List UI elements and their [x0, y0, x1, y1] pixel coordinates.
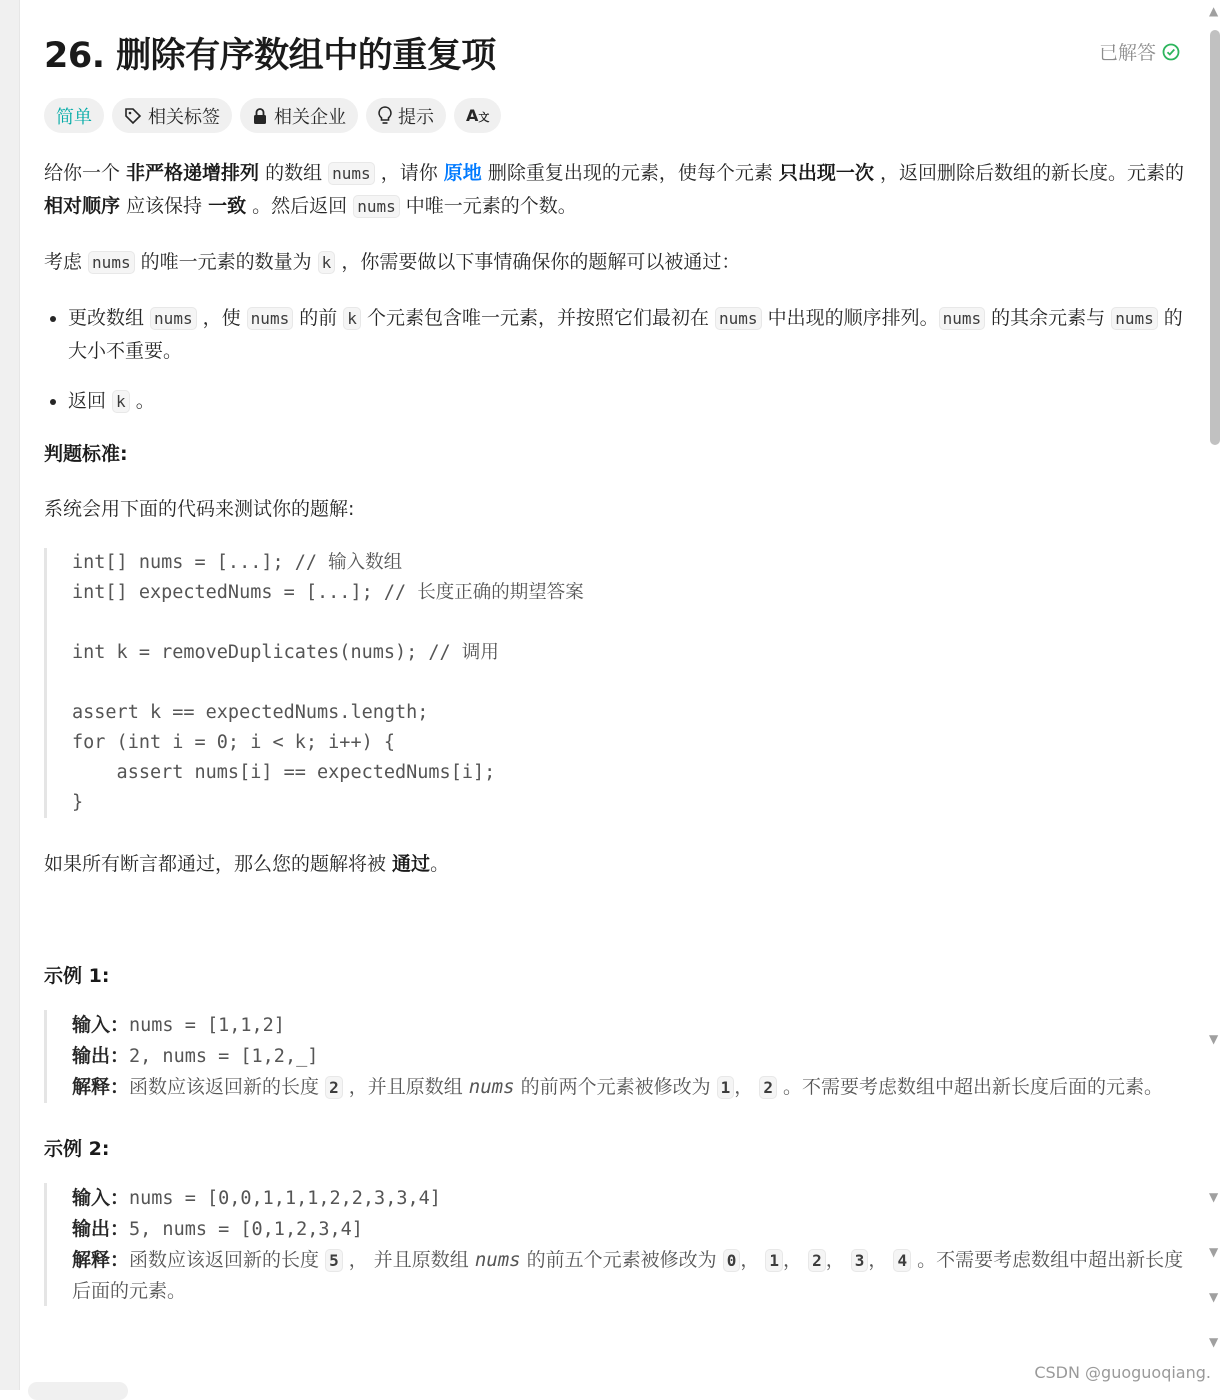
collapse-arrow-icon: ▼ — [1209, 1245, 1219, 1259]
scroll-down-icon[interactable]: ▼ — [1209, 1335, 1219, 1349]
related-tags-button[interactable] — [112, 98, 232, 133]
difficulty-badge[interactable] — [44, 98, 104, 133]
inline-code: 2 — [808, 1249, 826, 1272]
hint-label: 提示 — [398, 106, 434, 128]
requirement-paragraph — [44, 246, 1184, 279]
tag-icon — [124, 107, 142, 125]
text: ， 并且原数组 — [342, 1249, 475, 1271]
inline-code: 0 — [723, 1249, 741, 1272]
text: 更改数组 — [68, 307, 151, 329]
check-circle-icon — [1162, 43, 1180, 61]
text: 的前五个元素被修改为 — [520, 1249, 723, 1271]
scroll-up-icon[interactable]: ▲ — [1209, 4, 1219, 18]
inline-code: nums — [247, 307, 294, 330]
output-label: 输出： — [72, 1045, 130, 1067]
judge-code-block: int[] nums = [...]; // 输入数组 int[] expectedNums = [...]; // 长度正确的期望答案 int k = removeDuplicates(nums); // 调用 assert k == expectedNums.length; for (int i = 0; i < k; i++) { assert nums[i] == expectedNums[i]; } — [44, 548, 1184, 818]
scrollbar-thumb[interactable] — [1210, 30, 1220, 445]
related-companies-button[interactable] — [240, 98, 358, 133]
solved-label: 已解答 — [1098, 42, 1156, 64]
bold-text: 非严格递增排列 — [126, 162, 260, 184]
requirement-list — [68, 302, 1184, 418]
text: ， — [868, 1249, 894, 1271]
inline-code: 1 — [765, 1249, 783, 1272]
page-title: 26. 删除有序数组中的重复项 — [44, 36, 496, 76]
bold-text: 一致 — [208, 195, 247, 217]
lightbulb-icon — [378, 106, 392, 126]
inline-code: nums — [715, 307, 762, 330]
text: 中出现的顺序排列。 — [761, 307, 939, 329]
bottom-button-stub — [28, 1382, 128, 1400]
translate-button[interactable] — [454, 98, 501, 133]
text: 给你一个 — [44, 162, 127, 184]
judge-heading: 判题标准: — [44, 443, 128, 465]
example-title: 示例 1: — [44, 965, 110, 987]
explain-label: 解释： — [72, 1076, 130, 1098]
list-item — [68, 385, 1184, 418]
difficulty-label: 简单 — [56, 106, 92, 128]
hint-button[interactable] — [366, 98, 446, 133]
inline-code: nums — [939, 307, 986, 330]
text: ，使 — [196, 307, 247, 329]
solved-status — [1099, 38, 1180, 65]
lock-icon — [252, 107, 268, 125]
inline-code: k — [318, 251, 336, 274]
inline-code: 2 — [759, 1076, 777, 1099]
text: 考虑 — [44, 251, 89, 273]
problem-body — [44, 157, 1184, 1336]
example-explanation — [129, 1076, 1163, 1098]
input-label: 输入： — [72, 1014, 130, 1036]
collapse-arrow-icon: ▼ — [1209, 1190, 1219, 1204]
scrollbar[interactable] — [1208, 0, 1222, 1390]
text: ， — [740, 1249, 766, 1271]
inline-code: nums — [1111, 307, 1158, 330]
inline-code: k — [343, 307, 361, 330]
list-item — [68, 302, 1184, 367]
example-input: nums = [0,0,1,1,1,2,2,3,3,4] — [129, 1188, 441, 1209]
explain-label: 解释： — [72, 1249, 130, 1271]
inline-code: nums — [328, 162, 375, 185]
inline-code: nums — [353, 195, 400, 218]
judge-text: 系统会用下面的代码来测试你的题解: — [44, 498, 355, 520]
example-block — [44, 1183, 1184, 1306]
text: 函数应该返回新的长度 — [129, 1249, 326, 1271]
example-block — [44, 1010, 1184, 1103]
italic-var: nums — [468, 1076, 515, 1098]
inline-code: 5 — [325, 1249, 343, 1272]
italic-var: nums — [474, 1249, 521, 1271]
example-input: nums = [1,1,2] — [129, 1015, 285, 1036]
example-explanation — [72, 1249, 1183, 1302]
text: ，你需要做以下事情确保你的题解可以被通过： — [335, 251, 741, 273]
text: ， — [825, 1249, 851, 1271]
inline-code: 2 — [325, 1076, 343, 1099]
text: ， — [734, 1076, 760, 1098]
inline-code: 4 — [893, 1249, 911, 1272]
text: 应该保持 — [120, 195, 209, 217]
text: 的大小不重要。 — [68, 307, 1183, 362]
text: 。不需要考虑数组中超出新长度后面的元素。 — [776, 1076, 1164, 1098]
translate-icon: A文 — [466, 106, 490, 125]
example-output: 5, nums = [0,1,2,3,4] — [129, 1219, 363, 1240]
text: 返回 — [68, 390, 113, 412]
tag-bar — [44, 98, 501, 133]
example-title: 示例 2: — [44, 1138, 110, 1160]
example-output: 2, nums = [1,2,_] — [129, 1046, 319, 1067]
pass-text — [44, 848, 1184, 880]
text: 的前两个元素被修改为 — [514, 1076, 717, 1098]
inline-code: 3 — [851, 1249, 869, 1272]
text: 。然后返回 — [246, 195, 354, 217]
text: 如果所有断言都通过，那么您的题解将被 — [44, 853, 393, 875]
text: 个元素包含唯一元素，并按照它们最初在 — [360, 307, 716, 329]
bold-text: 相对顺序 — [44, 195, 121, 217]
input-label: 输入： — [72, 1187, 130, 1209]
watermark: CSDN @guoguoqiang. — [1034, 1363, 1211, 1382]
left-panel-edge — [0, 0, 20, 1390]
text: ，并且原数组 — [342, 1076, 469, 1098]
bold-text: 通过 — [392, 853, 431, 875]
inline-code: nums — [150, 307, 197, 330]
description-paragraph — [44, 157, 1184, 223]
text: 删除重复出现的元素，使每个元素 — [481, 162, 779, 184]
text: 。不需要考虑数组中超出新长度后面的元素。 — [72, 1249, 1184, 1302]
text: 的数组 — [259, 162, 329, 184]
text: 。 — [129, 390, 155, 412]
text: 的其余元素与 — [985, 307, 1112, 329]
text: ，请你 — [374, 162, 444, 184]
bold-text: 只出现一次 — [778, 162, 874, 184]
text: ，返回删除后数组的新长度。元素的 — [873, 162, 1184, 184]
collapse-arrow-icon: ▼ — [1209, 1290, 1219, 1304]
collapse-arrow-icon: ▼ — [1209, 1032, 1219, 1046]
text: 。 — [430, 853, 450, 875]
text: 的前 — [293, 307, 344, 329]
inline-code: nums — [88, 251, 135, 274]
text: 的唯一元素的数量为 — [134, 251, 318, 273]
output-label: 输出： — [72, 1218, 130, 1240]
text: 中唯一元素的个数。 — [399, 195, 577, 217]
inline-code: k — [112, 390, 130, 413]
text: ， — [783, 1249, 809, 1271]
inline-code: 1 — [717, 1076, 735, 1099]
text: 函数应该返回新的长度 — [129, 1076, 326, 1098]
related-companies-label: 相关企业 — [274, 106, 346, 128]
highlight-text: 原地 — [443, 162, 482, 184]
related-tags-label: 相关标签 — [148, 106, 220, 128]
